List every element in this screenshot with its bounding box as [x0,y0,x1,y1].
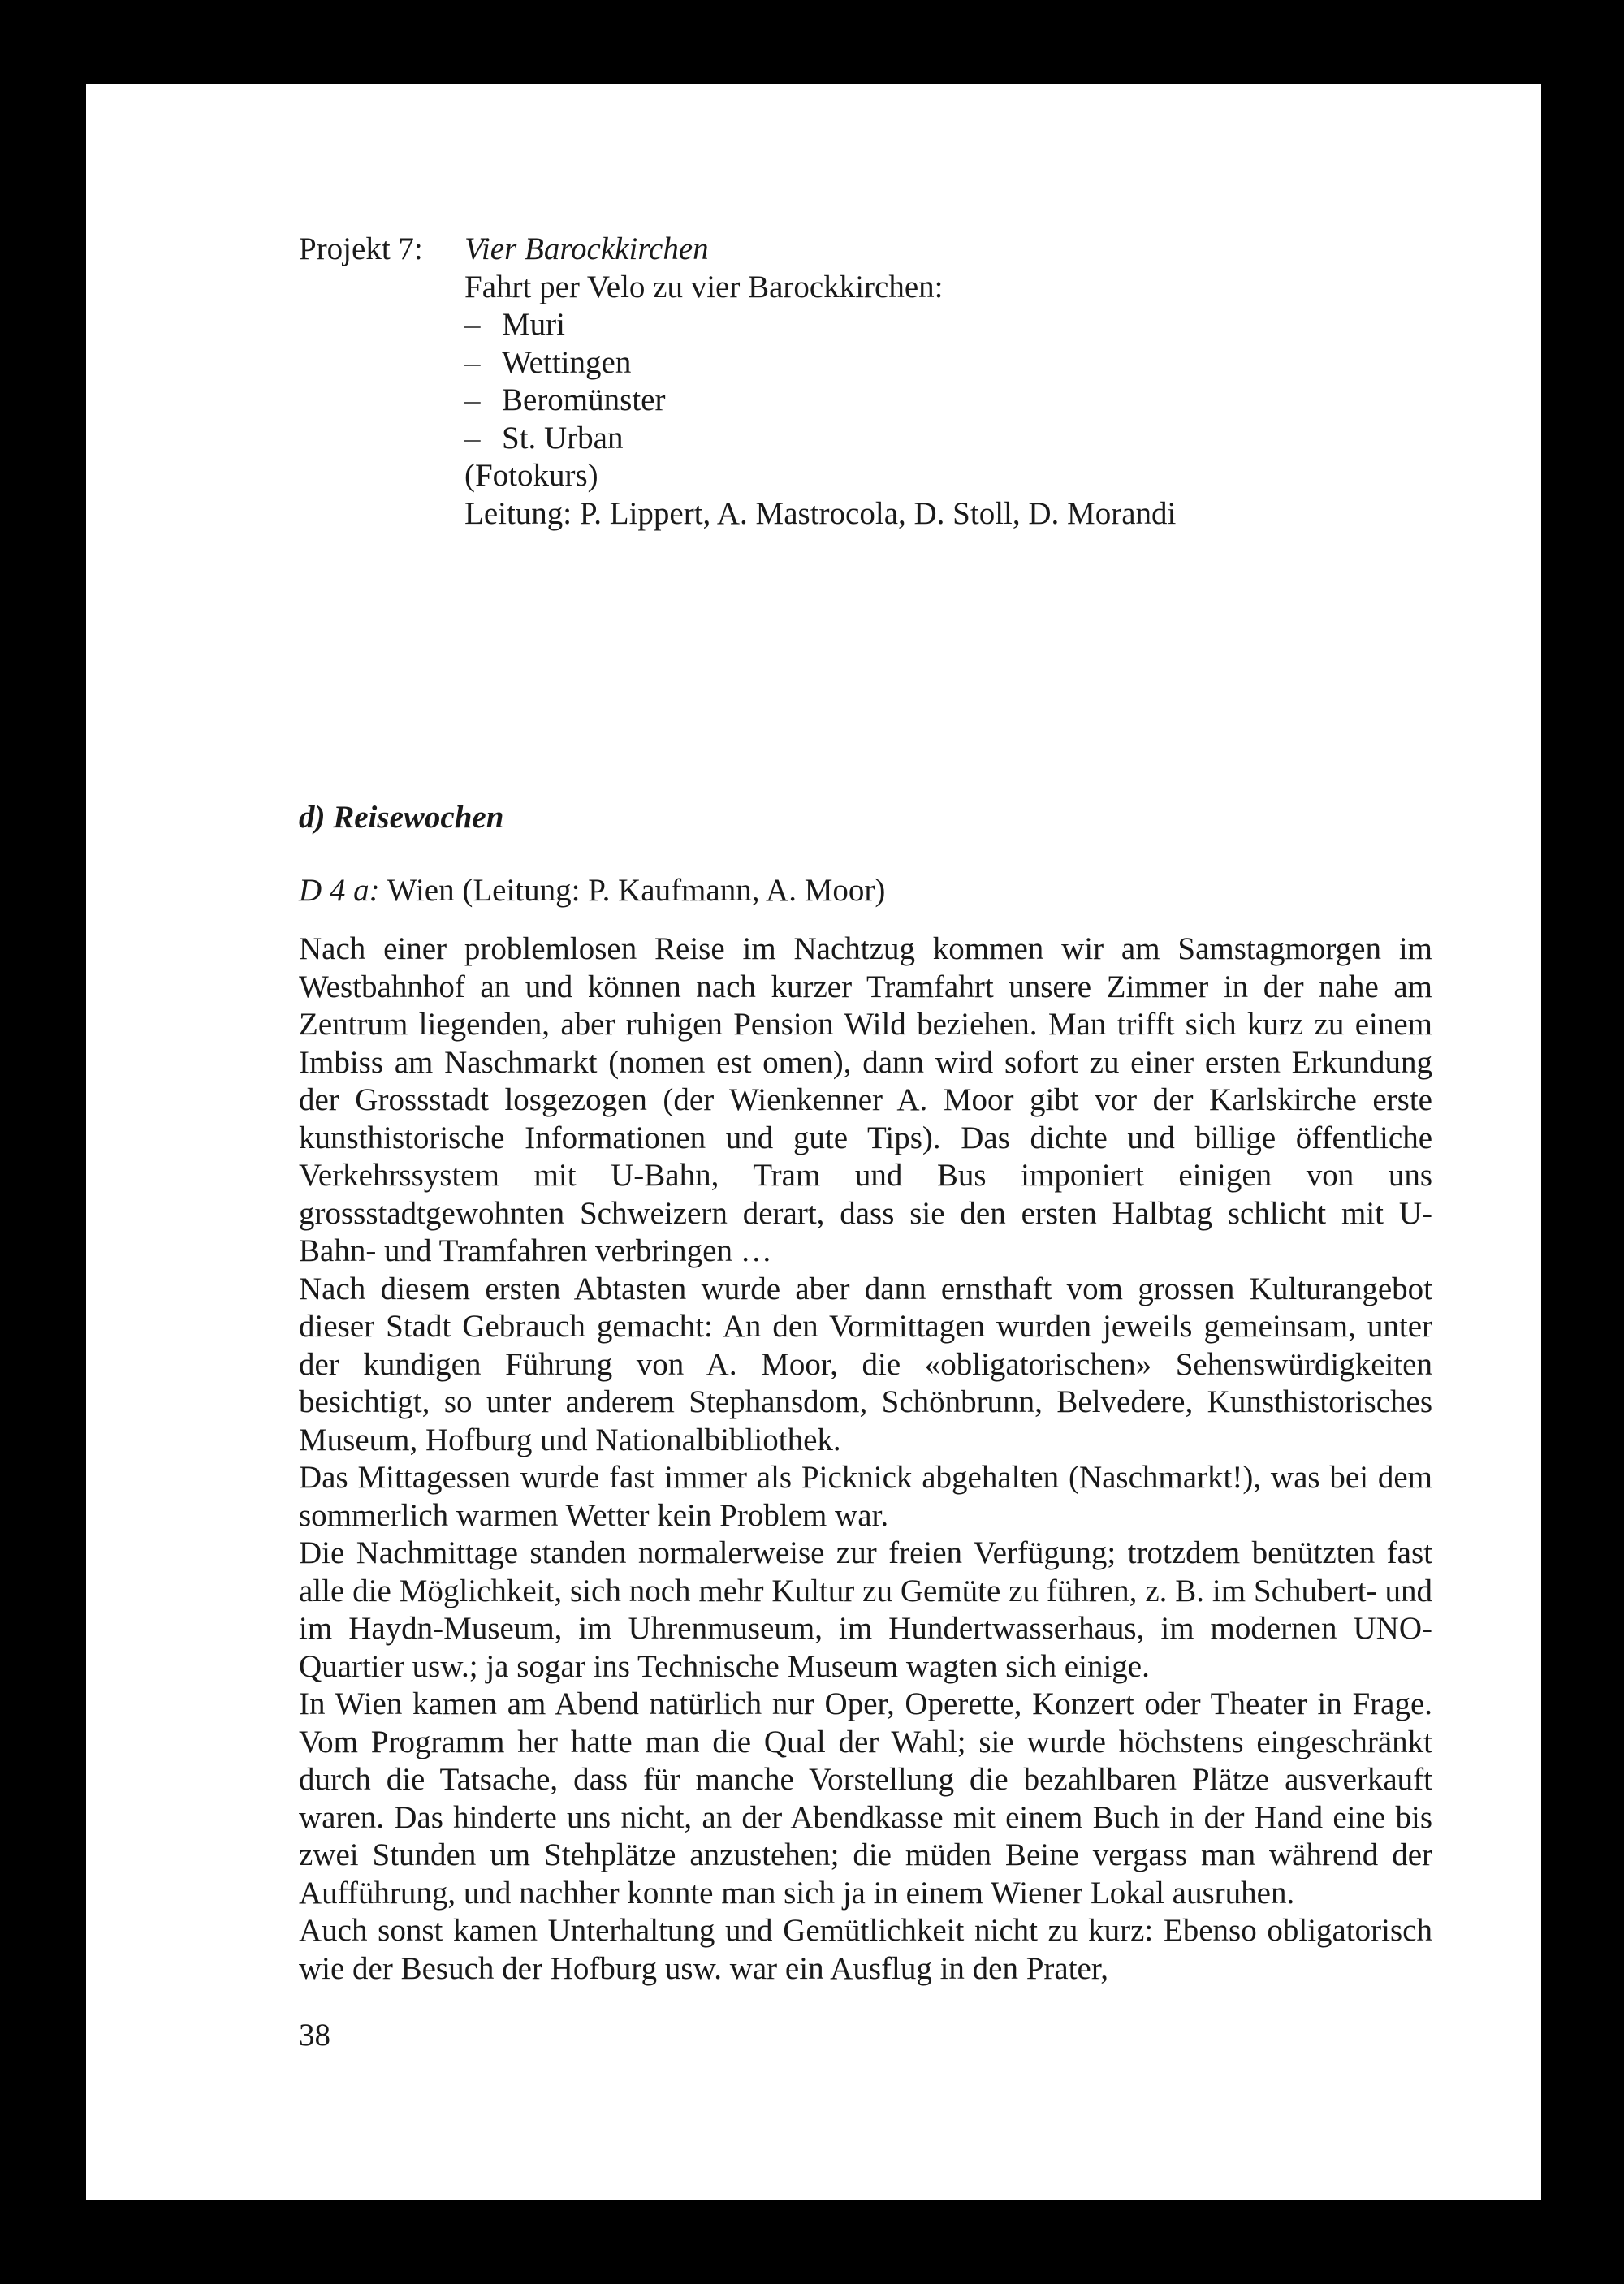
paragraph: Die Nachmittage standen normalerweise zur freien Verfügung; trotzdem benützten fast alle die Möglichkeit, sich noch mehr Kultur zu Gemüte zu führen, z. B. im Schubert- und im Haydn-Museum, im Uhrenmuseum, im Hundertwasserhaus, im modernen UNO-Quartier usw.; ja sogar ins Technische Museum wagten sich einige. [299,1535,1432,1684]
section-heading: d) Reisewochen [299,800,504,835]
paragraph: Nach einer problemlosen Reise im Nachtzug kommen wir am Samstagmorgen im Westbahnhof an und können nach kurzer Tramfahrt unsere Zimmer in der nahe am Zentrum liegenden, aber ruhigen Pension Wild beziehen. Man trifft sich kurz zu einem Imbiss am Naschmarkt (nomen est omen), dann wird sofort zu einer ersten Erkundung der Grossstadt losgezogen (der Wienkenner A. Moor gibt vor der Karlskirche erste kunsthistorische Informationen und gute Tips). Das dichte und billige öffentliche Verkehrssystem mit U-Bahn, Tram und Bus imponiert einigen von uns grossstadtgewohnten Schweizern derart, dass sie den ersten Halbtag schlicht mit U-Bahn- und Tramfahren verbringen … [299,931,1432,1268]
list-item: – Beromünster [464,382,666,417]
list-item: – St. Urban [464,420,624,456]
project-leitung: Leitung: P. Lippert, A. Mastrocola, D. Stoll, D. Morandi [464,495,1177,531]
document-page [86,84,1541,2200]
paragraph: In Wien kamen am Abend natürlich nur Oper, Operette, Konzert oder Theater in Frage. Vom Programm her hatte man die Qual der Wahl; sie wurde höchstens eingeschränkt durch die Tatsache, dass für manche Vorstellung die bezahlbaren Plätze ausverkauft waren. Das hinderte uns nicht, an der Abendkasse mit einem Buch in der Hand eine bis zwei Stunden um Stehplätze anzustehen; die müden Beine vergass man während der Aufführung, und nachher konnte man sich ja in einem Wiener Lokal ausruhen. [299,1686,1432,1911]
list-item: – Muri [464,307,565,342]
project-title: Vier Barockkirchen [464,231,709,266]
paragraph: Das Mittagessen wurde fast immer als Picknick abgehalten (Naschmarkt!), was bei dem sommerlich warmen Wetter kein Problem war. [299,1460,1432,1533]
subsection-code: D 4 a: [299,873,380,908]
project-details [464,231,1176,533]
church-list [464,306,1176,457]
page-number: 38 [299,2018,330,2053]
body-text [299,930,1432,1988]
project-block [299,231,1533,533]
paragraph: Nach diesem ersten Abtasten wurde aber dann ernsthaft vom grossen Kulturangebot dieser Stadt Gebrauch gemacht: An den Vormittagen wurden jeweils gemeinsam, unter der kundigen Führung von A. Moor, die «obligatorischen» Sehenswürdigkeiten besichtigt, so unter anderem Stephansdom, Schönbrunn, Belvedere, Kunsthistorisches Museum, Hofburg und Nationalbibliothek. [299,1271,1432,1457]
list-item: – Wettingen [464,344,632,380]
subsection-heading [299,872,885,909]
project-extra: (Fotokurs) [464,458,598,493]
project-intro: Fahrt per Velo zu vier Barockkirchen: [464,269,944,304]
project-label: Projekt 7: [299,231,423,266]
paragraph: Auch sonst kamen Unterhaltung und Gemütlichkeit nicht zu kurz: Ebenso obligatorisch wie der Besuch der Hofburg usw. war ein Ausflug in den Prater, [299,1913,1432,1986]
content-area [299,231,1533,1986]
subsection-title: Wien (Leitung: P. Kaufmann, A. Moor) [379,873,886,908]
